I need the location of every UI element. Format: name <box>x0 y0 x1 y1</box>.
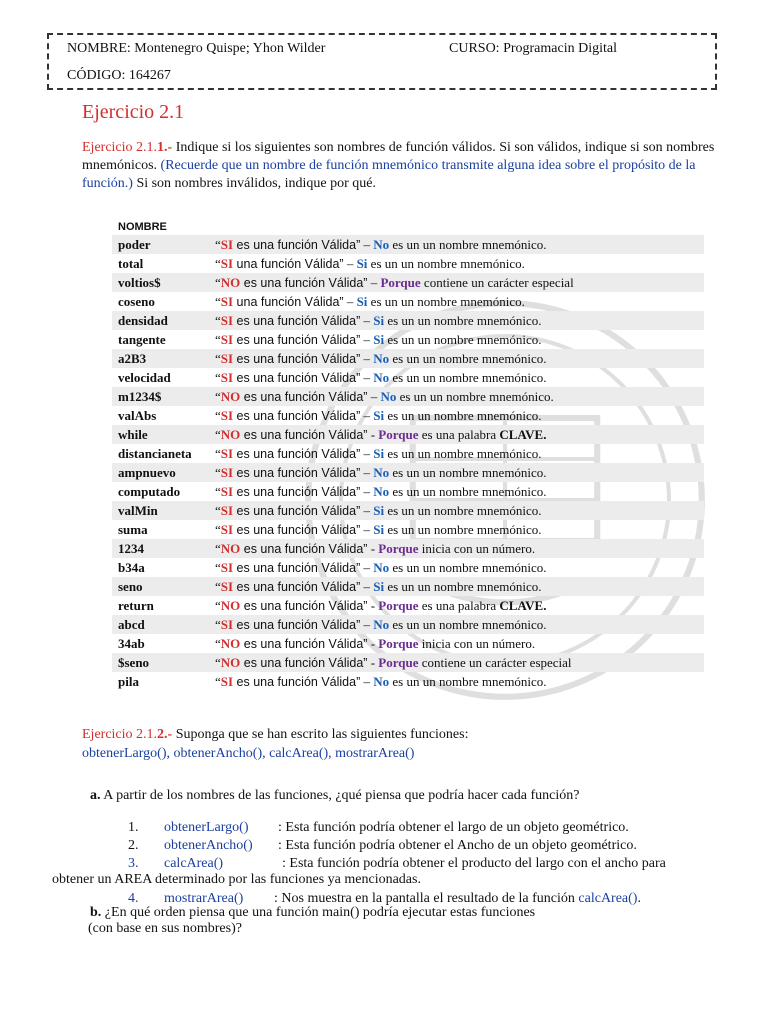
validity-answer: NO <box>220 540 241 556</box>
function-name-cell: valAbs <box>118 407 157 423</box>
evaluation-cell <box>215 482 704 501</box>
validity-answer: SI <box>220 483 234 499</box>
exercise-title: Ejercicio 2.1 <box>82 101 185 123</box>
quote: “ <box>215 293 221 309</box>
quote: “ <box>215 426 221 442</box>
function-name-cell: return <box>118 597 154 613</box>
mnemonic-answer: No <box>373 559 390 575</box>
mnemonic-answer: Si <box>356 255 368 271</box>
question-b <box>90 905 535 937</box>
table-row <box>112 292 704 311</box>
validity-text: es una función Válida” <box>240 275 368 290</box>
table-row <box>112 273 704 292</box>
validity-text: es una función Válida” <box>233 674 361 689</box>
separator: – <box>360 616 374 632</box>
evaluation-cell <box>215 444 704 463</box>
validity-text: es una función Válida” <box>233 351 361 366</box>
intro-text-end: Si son nombres inválidos, indique por qué. <box>132 176 376 191</box>
evaluation-cell <box>215 615 704 634</box>
list-number: 3. <box>128 856 139 871</box>
mnemonic-answer: No <box>373 350 390 366</box>
function-name-cell: computado <box>118 483 181 499</box>
evaluation-cell <box>215 273 704 292</box>
validity-text: es una función Válida” <box>233 522 361 537</box>
function-list: obtenerLargo(), obtenerAncho(), calcArea(), mostrarArea() <box>82 746 415 761</box>
function-reference: calcArea() <box>578 891 638 906</box>
quote: “ <box>215 407 221 423</box>
quote: “ <box>215 502 221 518</box>
validity-answer: NO <box>220 426 241 442</box>
mnemonic-answer: Si <box>373 502 385 518</box>
list-text: : Nos muestra en la pantalla el resultado de la función <box>274 891 579 906</box>
table-row <box>112 254 704 273</box>
mnemonic-answer: Si <box>373 312 385 328</box>
evaluation-cell <box>215 311 704 330</box>
separator: – <box>360 407 374 423</box>
exercise-1-intro <box>82 139 732 193</box>
exercise-label: Ejercicio 2.1. <box>82 140 158 155</box>
validity-answer: NO <box>220 388 241 404</box>
mnemonic-answer: Si <box>373 407 385 423</box>
function-name-cell: velocidad <box>118 369 171 385</box>
validity-answer: SI <box>220 521 234 537</box>
separator: – <box>343 293 357 309</box>
validity-answer: SI <box>220 331 234 347</box>
separator: – <box>360 483 374 499</box>
list-text-end: . <box>637 891 641 906</box>
validity-answer: SI <box>220 255 234 271</box>
question-a-letter: a. <box>90 788 101 803</box>
reason-text: es un un nombre mnemónico. <box>389 369 547 385</box>
reason-label: Porque <box>378 635 419 651</box>
mnemonic-answer: No <box>373 369 390 385</box>
function-name-cell: while <box>112 425 215 444</box>
separator: – <box>360 331 374 347</box>
validity-answer: NO <box>220 274 241 290</box>
validity-answer: SI <box>220 293 234 309</box>
table-row <box>112 482 704 501</box>
function-name-cell: 1234 <box>112 539 215 558</box>
evaluation-cell <box>215 539 704 558</box>
mnemonic-answer: Si <box>356 293 368 309</box>
reason-label: Porque <box>380 274 421 290</box>
validity-answer: NO <box>220 635 241 651</box>
table-row <box>112 501 704 520</box>
reason-text: es un un nombre mnemónico. <box>384 578 542 594</box>
table-row <box>112 634 704 653</box>
function-name-cell: suma <box>118 521 148 537</box>
quote: “ <box>215 597 221 613</box>
question-a <box>90 788 579 804</box>
reason-text: es un un nombre mnemónico. <box>367 293 525 309</box>
evaluation-cell <box>215 406 704 425</box>
validity-answer: SI <box>220 502 234 518</box>
validity-text: es una función Válida” <box>240 636 368 651</box>
table-row <box>112 672 704 691</box>
validity-text: es una función Válida” <box>233 332 361 347</box>
separator: – <box>367 274 381 290</box>
separator: – <box>367 388 381 404</box>
quote: “ <box>215 559 221 575</box>
table-header: NOMBRE <box>118 220 167 233</box>
keyword: CLAVE. <box>499 426 547 442</box>
validity-text: es una función Válida” <box>233 465 361 480</box>
quote: “ <box>215 578 221 594</box>
quote: “ <box>215 616 221 632</box>
validity-answer: SI <box>220 312 234 328</box>
evaluation-cell <box>215 558 704 577</box>
table-row <box>112 368 704 387</box>
validity-text: es una función Válida” <box>233 446 361 461</box>
exercise-2-text: Suponga que se han escrito las siguientes funciones: <box>172 727 469 742</box>
evaluation-cell <box>215 349 704 368</box>
function-name-cell: abcd <box>112 615 215 634</box>
quote: “ <box>215 312 221 328</box>
separator: – <box>360 350 374 366</box>
reason-text: es un un nombre mnemónico. <box>389 464 547 480</box>
reason-text: contiene un carácter especial <box>418 654 572 670</box>
function-name: mostrarArea() <box>164 891 244 906</box>
list-text: : Esta función podría obtener el largo de un objeto geométrico. <box>278 820 629 835</box>
separator: – <box>360 502 374 518</box>
mnemonic-answer: Si <box>373 521 385 537</box>
function-name-cell: m1234$ <box>112 387 215 406</box>
validity-text: es una función Válida” <box>233 484 361 499</box>
mnemonic-answer: Si <box>373 445 385 461</box>
list-item <box>52 856 720 890</box>
quote: “ <box>215 635 221 651</box>
function-name-cell: valMin <box>112 501 215 520</box>
reason-text: es un un nombre mnemónico. <box>367 255 525 271</box>
student-name: NOMBRE: Montenegro Quispe; Yhon Wilder <box>67 41 326 56</box>
validity-text: es una función Válida” <box>240 541 368 556</box>
table-row <box>112 596 704 615</box>
student-info-box <box>47 33 717 90</box>
separator: – <box>360 578 374 594</box>
evaluation-cell <box>215 292 704 311</box>
table-row <box>112 349 704 368</box>
reason-text: es un un nombre mnemónico. <box>384 312 542 328</box>
mnemonic-answer: Si <box>373 331 385 347</box>
mnemonic-answer: No <box>380 388 397 404</box>
function-names-table <box>112 218 704 691</box>
validity-text: es una función Válida” <box>240 389 368 404</box>
table-row <box>112 539 704 558</box>
evaluation-cell <box>215 235 704 254</box>
separator: – <box>360 312 374 328</box>
validity-answer: SI <box>220 559 234 575</box>
quote: “ <box>215 540 221 556</box>
function-name-cell: densidad <box>112 311 215 330</box>
validity-answer: SI <box>220 350 234 366</box>
quote: “ <box>215 388 221 404</box>
validity-answer: SI <box>220 369 234 385</box>
course-name: CURSO: Programacin Digital <box>449 41 617 56</box>
reason-label: Porque <box>378 597 419 613</box>
evaluation-cell <box>215 596 704 615</box>
list-item <box>90 838 720 855</box>
evaluation-cell <box>215 520 704 539</box>
list-number: 1. <box>128 820 139 835</box>
evaluation-cell <box>215 653 704 672</box>
reason-text: es un un nombre mnemónico. <box>396 388 554 404</box>
function-name-cell: a2B3 <box>112 349 215 368</box>
validity-text: es una función Válida” <box>233 617 361 632</box>
quote: “ <box>215 445 221 461</box>
mnemonic-answer: No <box>373 673 390 689</box>
table-row <box>112 463 704 482</box>
validity-text: es una función Válida” <box>233 313 361 328</box>
quote: “ <box>215 654 221 670</box>
evaluation-cell <box>215 672 704 691</box>
validity-answer: SI <box>220 616 234 632</box>
function-name-cell: seno <box>112 577 215 596</box>
question-b-letter: b. <box>90 905 102 920</box>
answer-list <box>52 820 720 909</box>
table-row <box>112 520 704 539</box>
separator: – <box>360 445 374 461</box>
separator: - <box>367 426 379 442</box>
table-row <box>112 387 704 406</box>
function-name-cell: coseno <box>118 293 155 309</box>
quote: “ <box>215 331 221 347</box>
reason-label: Porque <box>378 426 419 442</box>
intro-note: (Recuerde que un nombre de función mnemónico transmite alguna idea sobre el propósito de la función.) <box>82 158 696 191</box>
quote: “ <box>215 521 221 537</box>
exercise-2-number: 2.- <box>157 727 173 742</box>
reason-text: es un un nombre mnemónico. <box>384 502 542 518</box>
evaluation-cell <box>215 368 704 387</box>
exercise-2 <box>82 725 468 763</box>
validity-text: es una función Válida” <box>233 237 361 252</box>
separator: – <box>360 673 374 689</box>
separator: - <box>367 635 379 651</box>
evaluation-cell <box>215 463 704 482</box>
evaluation-cell <box>215 330 704 349</box>
validity-text: una función Válida” <box>233 294 344 309</box>
reason-text: es un un nombre mnemónico. <box>389 483 547 499</box>
question-b-text: ¿En qué orden piensa que una función main() podría ejecutar estas funciones <box>101 905 536 920</box>
table-row <box>112 425 704 444</box>
validity-text: es una función Válida” <box>240 427 368 442</box>
validity-answer: SI <box>220 578 234 594</box>
reason-label: Porque <box>378 540 419 556</box>
table-row <box>112 235 704 254</box>
validity-text: es una función Válida” <box>233 408 361 423</box>
reason-text: contiene un carácter especial <box>420 274 574 290</box>
separator: - <box>367 597 379 613</box>
validity-answer: NO <box>220 654 241 670</box>
intro-text: Indique si los siguientes son nombres de función válidos. Si son válidos, indique si son nombres mnemónicos. <box>82 140 715 173</box>
quote: “ <box>215 369 221 385</box>
reason-text: es una palabra <box>418 597 500 613</box>
table-row <box>112 577 704 596</box>
reason-text: es un un nombre mnemónico. <box>389 559 547 575</box>
table-row <box>112 653 704 672</box>
list-number: 2. <box>128 838 139 853</box>
validity-answer: SI <box>220 236 234 252</box>
quote: “ <box>215 255 221 271</box>
list-text: : Esta función podría obtener el Ancho de un objeto geométrico. <box>278 838 637 853</box>
mnemonic-answer: Si <box>373 578 385 594</box>
validity-text: es una función Válida” <box>233 579 361 594</box>
validity-answer: SI <box>220 445 234 461</box>
function-name-cell: pila <box>118 673 139 689</box>
validity-text: es una función Válida” <box>240 598 368 613</box>
quote: “ <box>215 350 221 366</box>
exercise-2-label: Ejercicio 2.1. <box>82 727 158 742</box>
quote: “ <box>215 274 221 290</box>
evaluation-cell <box>215 501 704 520</box>
function-name-cell: 34ab <box>118 635 145 651</box>
quote: “ <box>215 483 221 499</box>
function-name-cell: $seno <box>112 653 215 672</box>
reason-text: es un un nombre mnemónico. <box>384 331 542 347</box>
function-name: calcArea() <box>164 856 224 871</box>
reason-text: es un un nombre mnemónico. <box>384 521 542 537</box>
separator: - <box>367 654 379 670</box>
evaluation-cell <box>215 634 704 653</box>
separator: – <box>360 559 374 575</box>
list-number: 4. <box>128 891 139 906</box>
evaluation-cell <box>215 387 704 406</box>
validity-answer: SI <box>220 464 234 480</box>
reason-text: es un un nombre mnemónico. <box>384 407 542 423</box>
reason-text: es un un nombre mnemónico. <box>389 236 547 252</box>
table-row <box>112 311 704 330</box>
function-name-cell: b34a <box>118 559 145 575</box>
separator: – <box>360 521 374 537</box>
evaluation-cell <box>215 254 704 273</box>
function-name-cell: poder <box>112 235 215 254</box>
validity-answer: NO <box>220 597 241 613</box>
validity-text: es una función Válida” <box>233 370 361 385</box>
function-name-cell: tangente <box>118 331 166 347</box>
validity-text: es una función Válida” <box>240 655 368 670</box>
validity-answer: SI <box>220 407 234 423</box>
mnemonic-answer: No <box>373 616 390 632</box>
reason-text: es un un nombre mnemónico. <box>384 445 542 461</box>
student-code: CÓDIGO: 164267 <box>67 68 171 83</box>
function-name-cell: distancianeta <box>118 445 192 461</box>
evaluation-cell <box>215 425 704 444</box>
evaluation-cell <box>215 577 704 596</box>
mnemonic-answer: No <box>373 464 390 480</box>
reason-text: es un un nombre mnemónico. <box>389 616 547 632</box>
reason-label: Porque <box>378 654 419 670</box>
reason-text: es una palabra <box>418 426 500 442</box>
separator: – <box>360 464 374 480</box>
function-name: obtenerAncho() <box>164 838 253 853</box>
separator: – <box>360 369 374 385</box>
exercise-number: 1.- <box>157 140 173 155</box>
table-row <box>112 330 704 349</box>
validity-text: es una función Válida” <box>233 503 361 518</box>
keyword: CLAVE. <box>499 597 547 613</box>
question-a-text: A partir de los nombres de las funciones, ¿qué piensa que podría hacer cada función? <box>100 788 580 803</box>
list-text: : Esta función podría obtener el producto del largo con el ancho para obtener un AREA determinado por las funciones ya mencionadas. <box>52 856 666 887</box>
table-row <box>112 406 704 425</box>
separator: – <box>343 255 357 271</box>
function-name-cell: total <box>118 255 144 271</box>
separator: - <box>367 540 379 556</box>
table-row <box>112 444 704 463</box>
mnemonic-answer: No <box>373 236 390 252</box>
question-b-text-2: (con base en sus nombres)? <box>88 921 242 936</box>
function-name-cell: ampnuevo <box>112 463 215 482</box>
reason-text: es un un nombre mnemónico. <box>389 673 547 689</box>
reason-text: es un un nombre mnemónico. <box>389 350 547 366</box>
quote: “ <box>215 673 221 689</box>
reason-text: inicia con un número. <box>418 635 536 651</box>
separator: – <box>360 236 374 252</box>
validity-text: una función Válida” <box>233 256 344 271</box>
quote: “ <box>215 236 221 252</box>
list-item <box>90 820 720 837</box>
reason-text: inicia con un número. <box>418 540 536 556</box>
validity-answer: SI <box>220 673 234 689</box>
quote: “ <box>215 464 221 480</box>
mnemonic-answer: No <box>373 483 390 499</box>
table-row <box>112 558 704 577</box>
validity-text: es una función Válida” <box>233 560 361 575</box>
function-name-cell: voltios$ <box>112 273 215 292</box>
table-row <box>112 615 704 634</box>
function-name: obtenerLargo() <box>164 820 249 835</box>
